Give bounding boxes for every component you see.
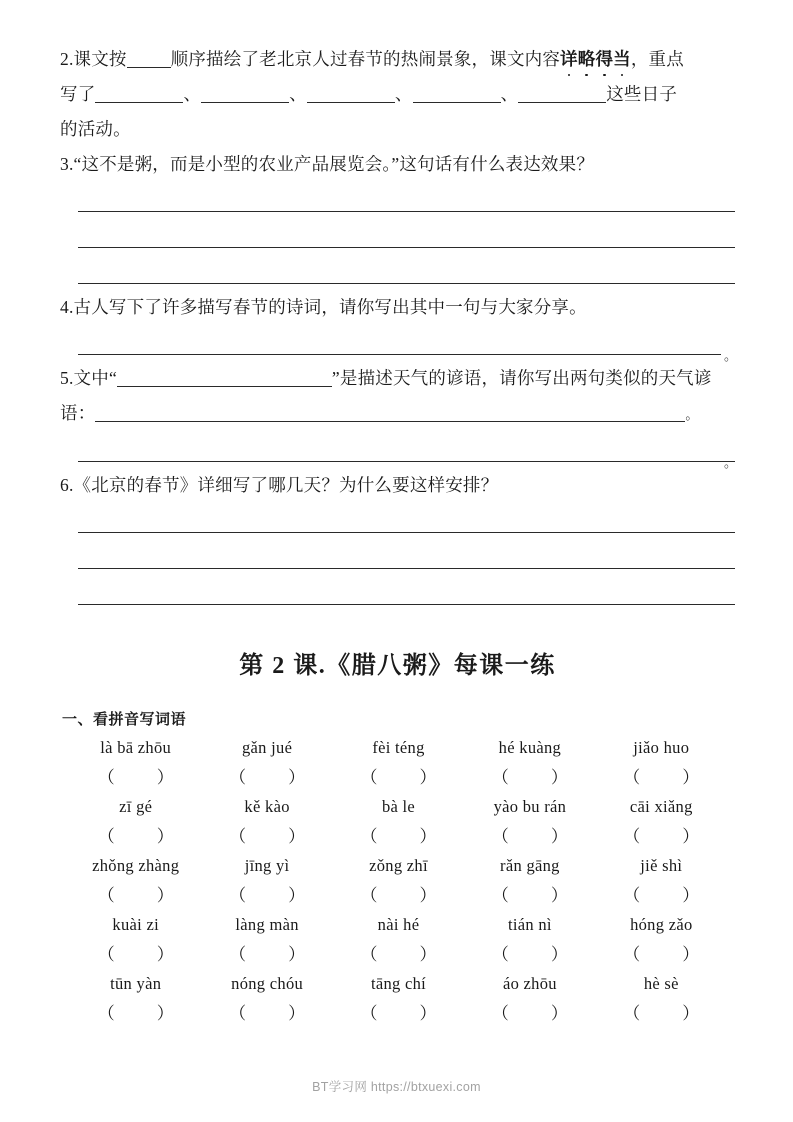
question-5-number: 5. bbox=[60, 368, 74, 388]
pinyin-cell: tián nì bbox=[507, 915, 552, 934]
paren-left: （ bbox=[97, 1004, 115, 1023]
answer-box[interactable] bbox=[333, 881, 464, 906]
answer-box[interactable] bbox=[70, 822, 201, 847]
question-6-answer-line-3[interactable] bbox=[60, 575, 735, 611]
pinyin-cell: tūn yàn bbox=[110, 974, 162, 993]
answer-paren-row-4 bbox=[60, 940, 735, 965]
question-5-quote-open: “ bbox=[108, 368, 117, 388]
question-6-answer-line-2[interactable] bbox=[60, 539, 735, 575]
question-2-sep-3: 、 bbox=[394, 84, 413, 104]
pinyin-cell: hóng zǎo bbox=[630, 915, 693, 934]
paren-right: ） bbox=[288, 1004, 306, 1023]
answer-paren-row-1 bbox=[60, 763, 735, 788]
question-3-answer-line-3[interactable] bbox=[60, 254, 735, 290]
question-3 bbox=[60, 147, 735, 182]
paren-right: ） bbox=[156, 827, 174, 846]
question-6-text: 《北京的春节》详细写了哪几天？为什么要这样安排？ bbox=[73, 475, 499, 495]
answer-box[interactable] bbox=[596, 940, 727, 965]
question-5-text-part-2: 是描述天气的谚语，请你写出两句类似的天气谚 bbox=[339, 368, 712, 388]
paren-left: （ bbox=[360, 945, 378, 964]
paren-right: ） bbox=[156, 886, 174, 905]
answer-box[interactable] bbox=[201, 940, 332, 965]
question-2-blank-day-4[interactable] bbox=[413, 102, 501, 103]
question-2-blank-day-1[interactable] bbox=[95, 102, 183, 103]
question-2-emphasis bbox=[560, 49, 631, 69]
answer-box[interactable] bbox=[201, 763, 332, 788]
question-3-answer-line-1[interactable] bbox=[60, 182, 735, 218]
question-2-blank-order[interactable] bbox=[127, 67, 171, 68]
pinyin-cell: bà le bbox=[381, 797, 416, 816]
pinyin-row-3 bbox=[60, 856, 735, 876]
paren-right: ） bbox=[550, 768, 568, 787]
paren-left: （ bbox=[360, 827, 378, 846]
question-5-answer-line-2[interactable] bbox=[60, 432, 735, 468]
question-4-text: 古人写下了许多描写春节的诗词，请你写出其中一句与大家分享。 bbox=[73, 297, 587, 317]
paren-right: ） bbox=[419, 945, 437, 964]
pinyin-cell: jīng yì bbox=[244, 856, 290, 875]
question-3-answer-line-2[interactable] bbox=[60, 218, 735, 254]
paren-left: （ bbox=[229, 1004, 247, 1023]
pinyin-cell: áo zhōu bbox=[502, 974, 557, 993]
paren-right: ） bbox=[156, 1004, 174, 1023]
answer-box[interactable] bbox=[333, 999, 464, 1024]
pinyin-cell: là bā zhōu bbox=[100, 738, 172, 757]
question-2-text-part-2: 顺序描绘了老北京人过春节的热闹景象，课文内容 bbox=[170, 49, 561, 69]
paren-right: ） bbox=[419, 886, 437, 905]
pinyin-cell: nóng chóu bbox=[231, 974, 304, 993]
answer-box[interactable] bbox=[201, 999, 332, 1024]
question-5-quote-close: ” bbox=[331, 368, 340, 388]
answer-box[interactable] bbox=[596, 999, 727, 1024]
pinyin-cell: zī gé bbox=[119, 797, 153, 816]
pinyin-row-2 bbox=[60, 797, 735, 817]
pinyin-cell: jiě shì bbox=[640, 856, 683, 875]
answer-paren-row-5 bbox=[60, 999, 735, 1024]
question-5-line-2 bbox=[60, 396, 735, 432]
paren-right: ） bbox=[156, 768, 174, 787]
paren-right: ） bbox=[550, 945, 568, 964]
pinyin-cell: hé kuàng bbox=[498, 738, 562, 757]
paren-right: ） bbox=[288, 827, 306, 846]
emphasis-dots-icon bbox=[560, 74, 631, 77]
paren-left: （ bbox=[623, 827, 641, 846]
paren-right: ） bbox=[682, 1004, 700, 1023]
answer-box[interactable] bbox=[464, 822, 595, 847]
question-2-line2-prefix: 写了 bbox=[60, 84, 96, 104]
paren-right: ） bbox=[288, 768, 306, 787]
paren-right: ） bbox=[419, 768, 437, 787]
paren-left: （ bbox=[491, 886, 509, 905]
pinyin-row-4 bbox=[60, 915, 735, 935]
answer-box[interactable] bbox=[596, 822, 727, 847]
paren-left: （ bbox=[360, 1004, 378, 1023]
paren-left: （ bbox=[491, 827, 509, 846]
pinyin-row-5 bbox=[60, 974, 735, 994]
pinyin-cell: zǒng zhī bbox=[369, 856, 428, 875]
answer-box[interactable] bbox=[464, 940, 595, 965]
pinyin-cell: nài hé bbox=[377, 915, 420, 934]
paren-right: ） bbox=[156, 945, 174, 964]
question-2-line2-suffix: 这些日子 bbox=[606, 84, 678, 104]
paren-left: （ bbox=[97, 768, 115, 787]
question-5-blank-proverb[interactable] bbox=[117, 386, 332, 387]
answer-box[interactable] bbox=[201, 822, 332, 847]
question-6 bbox=[60, 468, 735, 503]
section-heading-pinyin: 一、看拼音写词语 bbox=[62, 711, 187, 728]
pinyin-cell: làng màn bbox=[235, 915, 299, 934]
question-2-line-2 bbox=[60, 77, 735, 112]
paren-left: （ bbox=[360, 886, 378, 905]
question-6-answer-line-1[interactable] bbox=[60, 503, 735, 539]
paren-right: ） bbox=[550, 1004, 568, 1023]
pinyin-cell: gǎn jué bbox=[241, 738, 293, 757]
answer-box[interactable] bbox=[333, 822, 464, 847]
question-5-line2-prefix: 语： bbox=[60, 403, 96, 423]
pinyin-cell: tāng chí bbox=[370, 974, 427, 993]
paren-left: （ bbox=[229, 768, 247, 787]
answer-box[interactable] bbox=[596, 763, 727, 788]
paren-right: ） bbox=[682, 827, 700, 846]
answer-box[interactable] bbox=[70, 763, 201, 788]
paren-right: ） bbox=[288, 886, 306, 905]
footer-watermark: BT学习网 https://btxuexi.com bbox=[312, 1080, 481, 1094]
paren-right: ） bbox=[550, 827, 568, 846]
question-2-blank-day-3[interactable] bbox=[307, 102, 395, 103]
paren-right: ） bbox=[419, 827, 437, 846]
question-5-answer-blank-1[interactable] bbox=[95, 421, 685, 422]
pinyin-cell: hè sè bbox=[643, 974, 679, 993]
pinyin-cell: zhǒng zhàng bbox=[92, 856, 180, 875]
answer-box[interactable] bbox=[333, 940, 464, 965]
lesson-title: 第 2 课.《腊八粥》每课一练 bbox=[239, 653, 556, 679]
paren-right: ） bbox=[288, 945, 306, 964]
paren-right: ） bbox=[419, 1004, 437, 1023]
question-5-text-part-1: 文中 bbox=[73, 368, 109, 388]
pinyin-cell: rǎn gāng bbox=[500, 856, 560, 875]
answer-paren-row-2 bbox=[60, 822, 735, 847]
paren-left: （ bbox=[491, 1004, 509, 1023]
paren-left: （ bbox=[623, 886, 641, 905]
question-2-sep-4: 、 bbox=[500, 84, 519, 104]
question-5-period-1: 。 bbox=[685, 407, 699, 422]
pinyin-cell: kuài zi bbox=[112, 915, 159, 934]
pinyin-cell: cāi xiǎng bbox=[629, 797, 693, 816]
answer-box[interactable] bbox=[70, 881, 201, 906]
paren-left: （ bbox=[360, 768, 378, 787]
pinyin-cell: fèi téng bbox=[372, 738, 425, 757]
question-2-emphasis-text: 详略得当 bbox=[560, 49, 631, 69]
question-2-blank-day-2[interactable] bbox=[201, 102, 289, 103]
answer-box[interactable] bbox=[596, 881, 727, 906]
pinyin-row-1 bbox=[60, 738, 735, 758]
answer-box[interactable] bbox=[70, 940, 201, 965]
paren-right: ） bbox=[550, 886, 568, 905]
question-2-text-part-1: 课文按 bbox=[73, 49, 127, 69]
paren-left: （ bbox=[97, 827, 115, 846]
paren-left: （ bbox=[623, 945, 641, 964]
paren-left: （ bbox=[623, 768, 641, 787]
pinyin-cell: yào bu rán bbox=[493, 797, 567, 816]
paren-right: ） bbox=[682, 768, 700, 787]
answer-box[interactable] bbox=[464, 881, 595, 906]
question-4 bbox=[60, 290, 735, 325]
paren-left: （ bbox=[229, 886, 247, 905]
answer-box[interactable] bbox=[201, 881, 332, 906]
paren-left: （ bbox=[491, 768, 509, 787]
paren-left: （ bbox=[229, 827, 247, 846]
question-2-number: 2. bbox=[60, 49, 74, 69]
question-4-number: 4. bbox=[60, 297, 74, 317]
question-2-line3-text: 的活动。 bbox=[60, 119, 131, 139]
answer-box[interactable] bbox=[464, 763, 595, 788]
paren-left: （ bbox=[229, 945, 247, 964]
question-4-answer-line-1[interactable] bbox=[60, 325, 735, 361]
answer-box[interactable] bbox=[464, 999, 595, 1024]
paren-right: ） bbox=[682, 886, 700, 905]
answer-paren-row-3 bbox=[60, 881, 735, 906]
question-3-number: 3. bbox=[60, 154, 74, 174]
question-2-text-part-3: ，重点 bbox=[630, 49, 684, 69]
answer-box[interactable] bbox=[70, 999, 201, 1024]
pinyin-exercise-grid bbox=[60, 738, 735, 1024]
paren-left: （ bbox=[623, 1004, 641, 1023]
question-2-line-3 bbox=[60, 112, 735, 147]
question-6-number: 6. bbox=[60, 475, 74, 495]
question-5-line-1 bbox=[60, 361, 735, 396]
paren-left: （ bbox=[97, 945, 115, 964]
paren-left: （ bbox=[491, 945, 509, 964]
question-2-blank-day-5[interactable] bbox=[518, 102, 606, 103]
question-2-line-1 bbox=[60, 42, 735, 77]
question-3-text: “这不是粥，而是小型的农业产品展览会。”这句话有什么表达效果？ bbox=[73, 154, 595, 174]
pinyin-cell: kě kào bbox=[244, 797, 290, 816]
answer-box[interactable] bbox=[333, 763, 464, 788]
question-2-sep-2: 、 bbox=[289, 84, 307, 104]
pinyin-cell: jiǎo huo bbox=[633, 738, 690, 757]
paren-right: ） bbox=[682, 945, 700, 964]
paren-left: （ bbox=[97, 886, 115, 905]
question-2-sep-1: 、 bbox=[183, 84, 202, 104]
